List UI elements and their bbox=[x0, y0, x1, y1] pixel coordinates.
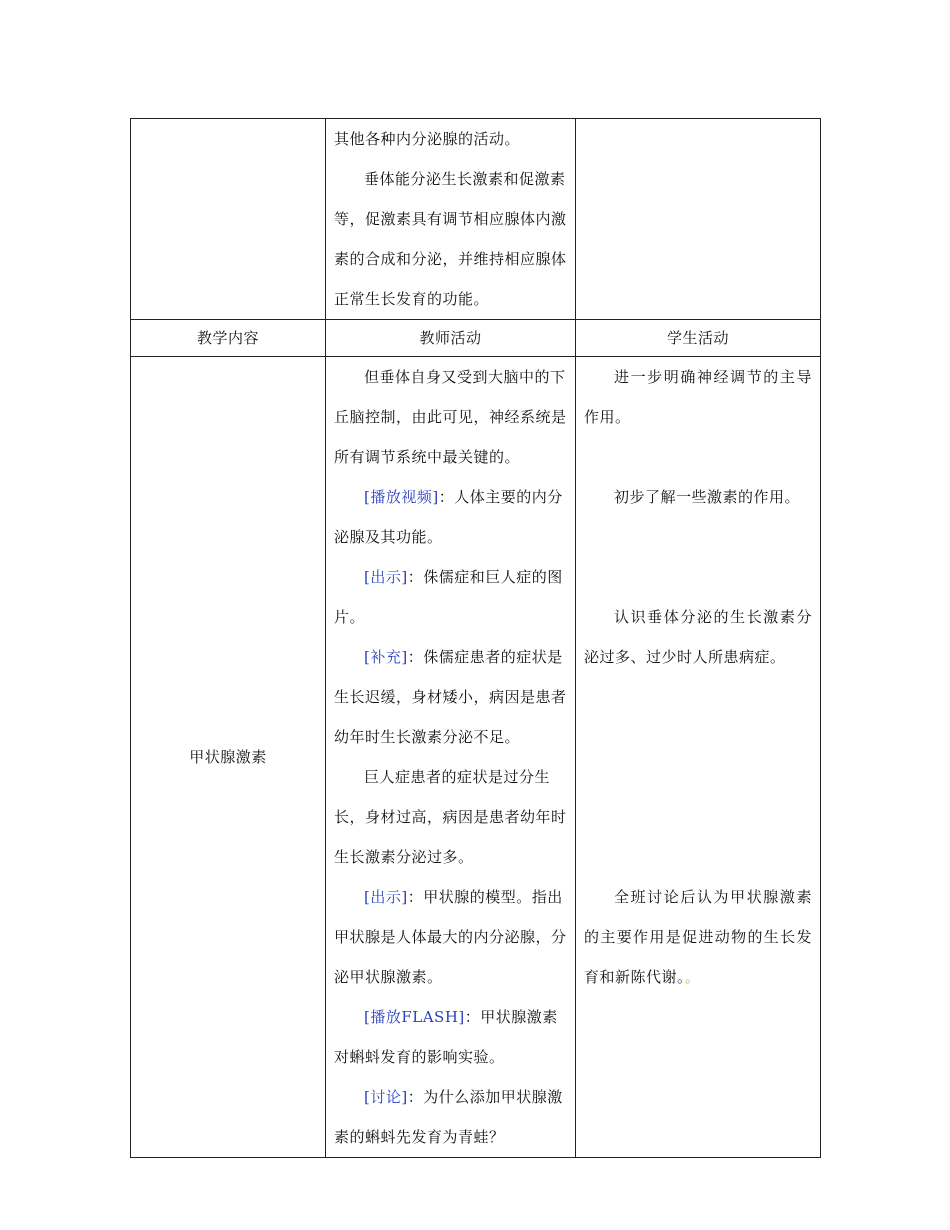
spacer bbox=[584, 677, 812, 877]
paragraph bbox=[334, 557, 567, 637]
paragraph: 初步了解一些激素的作用。 bbox=[614, 488, 801, 506]
table-row bbox=[131, 357, 821, 1158]
student-activity-cell bbox=[576, 119, 821, 320]
paragraph: 巨人症患者的症状是过分生长，身材过高，病因是患者幼年时生长激素分泌过多。 bbox=[334, 768, 567, 866]
trailing-mark: 。 bbox=[685, 968, 701, 986]
paragraph-text: 全班讨论后认为甲状腺激素的主要作用是促进动物的生长发育和新陈代谢。 bbox=[584, 888, 812, 986]
paragraph-text: ：侏儒症和巨人症的图片。 bbox=[334, 568, 563, 626]
paragraph-text: ：人体主要的内分泌腺及其功能。 bbox=[334, 488, 563, 546]
paragraph-text: ：侏儒症患者的症状是生长迟缓，身材矮小，病因是患者幼年时生长激素分泌不足。 bbox=[334, 648, 567, 746]
paragraph bbox=[334, 477, 567, 557]
column-header: 学生活动 bbox=[576, 320, 821, 357]
topic-cell bbox=[131, 119, 326, 320]
activity-tag: [播放FLASH] bbox=[364, 1008, 465, 1026]
activity-tag: [播放视频] bbox=[364, 488, 439, 506]
lesson-plan-table bbox=[130, 118, 821, 1158]
teacher-activity-cell bbox=[326, 357, 576, 1158]
paragraph: 但垂体自身又受到大脑中的下丘脑控制，由此可见，神经系统是所有调节系统中最关键的。 bbox=[334, 368, 567, 466]
paragraph: 进一步明确神经调节的主导作用。 bbox=[584, 368, 812, 426]
table-row bbox=[131, 119, 821, 320]
activity-tag: [讨论] bbox=[364, 1088, 408, 1106]
paragraph bbox=[334, 1077, 567, 1157]
paragraph-text: ：为什么添加甲状腺激素的蝌蚪先发育为青蛙？ bbox=[334, 1088, 563, 1146]
activity-tag: [出示] bbox=[364, 888, 408, 906]
activity-tag: [出示] bbox=[364, 568, 408, 586]
spacer bbox=[584, 437, 812, 477]
column-header: 教师活动 bbox=[326, 320, 576, 357]
paragraph: 其他各种内分泌腺的活动。 bbox=[334, 130, 521, 148]
spacer bbox=[584, 517, 812, 597]
table-header-row bbox=[131, 320, 821, 357]
paragraph-text: ：甲状腺激素对蝌蚪发育的影响实验。 bbox=[334, 1008, 558, 1066]
paragraph-text: ：甲状腺的模型。指出甲状腺是人体最大的内分泌腺，分泌甲状腺激素。 bbox=[334, 888, 567, 986]
student-activity-cell bbox=[576, 357, 821, 1158]
paragraph bbox=[334, 637, 567, 757]
paragraph: 认识垂体分泌的生长激素分泌过多、过少时人所患病症。 bbox=[584, 608, 812, 666]
paragraph bbox=[334, 877, 567, 997]
paragraph: 垂体能分泌生长激素和促激素等，促激素具有调节相应腺体内激素的合成和分泌，并维持相应腺体正常生长发育的功能。 bbox=[334, 170, 567, 308]
activity-tag: [补充] bbox=[364, 648, 408, 666]
teacher-activity-cell bbox=[326, 119, 576, 320]
column-header: 教学内容 bbox=[131, 320, 326, 357]
topic-cell: 甲状腺激素 bbox=[131, 357, 326, 1158]
paragraph bbox=[584, 877, 812, 997]
paragraph bbox=[334, 997, 567, 1077]
